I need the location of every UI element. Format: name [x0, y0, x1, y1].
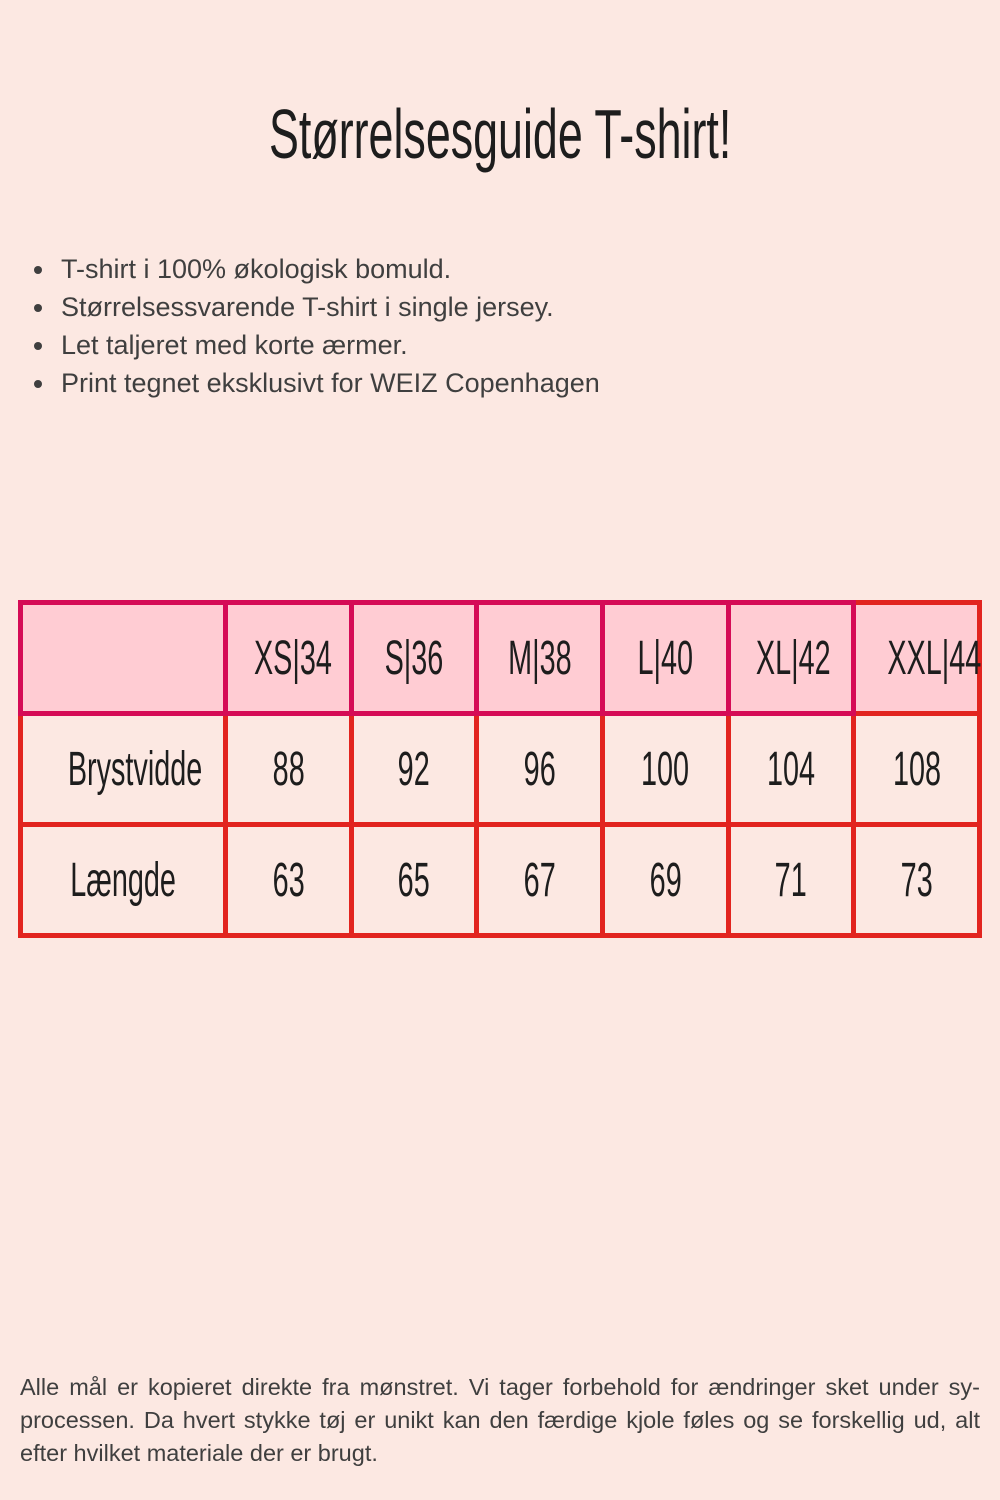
list-item: • T-shirt i 100% økologisk bomuld. — [57, 250, 957, 288]
row-label-text: Længde — [70, 853, 176, 907]
feature-list — [30, 250, 957, 402]
cell-value: 88 — [272, 742, 305, 796]
cell-value: 67 — [523, 853, 556, 907]
cell-value: 69 — [649, 853, 682, 907]
list-item: • Størrelsessvarende T-shirt i single jersey. — [57, 288, 957, 326]
table-row-brystvidde — [21, 714, 980, 825]
cell-value: 92 — [397, 742, 430, 796]
size-table-header-row — [21, 603, 980, 714]
cell-value: 73 — [900, 853, 933, 907]
page-title-text: Størrelsesguide T-shirt! — [268, 95, 732, 173]
size-column-header-s — [351, 603, 477, 714]
table-cell — [477, 714, 603, 825]
table-cell — [477, 825, 603, 936]
header-label: XXL|44 — [887, 631, 982, 685]
header-label: L|40 — [637, 631, 694, 685]
size-column-header-l — [602, 603, 728, 714]
row-label-text: Brystvidde — [67, 742, 203, 796]
table-cell — [854, 714, 980, 825]
table-cell — [226, 825, 352, 936]
footer-note: Alle mål er kopieret direkte fra mønstret. Vi tager forbehold for ændringer sket under sy-processen. Da hvert stykke tøj er unikt kan den færdige kjole føles og se forskellig ud, alt efter hvilket materiale der er brugt. — [20, 1374, 980, 1466]
cell-value: 108 — [892, 742, 941, 796]
table-cell — [728, 714, 854, 825]
cell-value: 96 — [523, 742, 556, 796]
table-cell — [602, 714, 728, 825]
size-column-header-m — [477, 603, 603, 714]
size-column-header-xl — [728, 603, 854, 714]
size-column-header-xs — [226, 603, 352, 714]
cell-value: 100 — [641, 742, 690, 796]
cell-value: 65 — [397, 853, 430, 907]
table-cell — [728, 825, 854, 936]
table-cell — [351, 714, 477, 825]
table-cell — [602, 825, 728, 936]
size-table — [18, 600, 982, 938]
row-label-laengde — [21, 825, 226, 936]
size-column-header-xxl — [854, 603, 980, 714]
cell-value: 104 — [766, 742, 815, 796]
cell-value: 71 — [774, 853, 807, 907]
table-cell — [854, 825, 980, 936]
cell-value: 63 — [272, 853, 305, 907]
table-cell — [351, 825, 477, 936]
table-corner-cell — [21, 603, 226, 714]
header-label: XL|42 — [755, 631, 831, 685]
header-label: S|36 — [384, 631, 444, 685]
list-item: • Let taljeret med korte ærmer. — [57, 326, 957, 364]
list-item: • Print tegnet eksklusivt for WEIZ Copenhagen — [57, 364, 957, 402]
table-cell — [226, 714, 352, 825]
header-label: M|38 — [507, 631, 572, 685]
table-row-laengde — [21, 825, 980, 936]
page-title — [0, 95, 1000, 173]
row-label-brystvidde — [21, 714, 226, 825]
header-label: XS|34 — [253, 631, 332, 685]
